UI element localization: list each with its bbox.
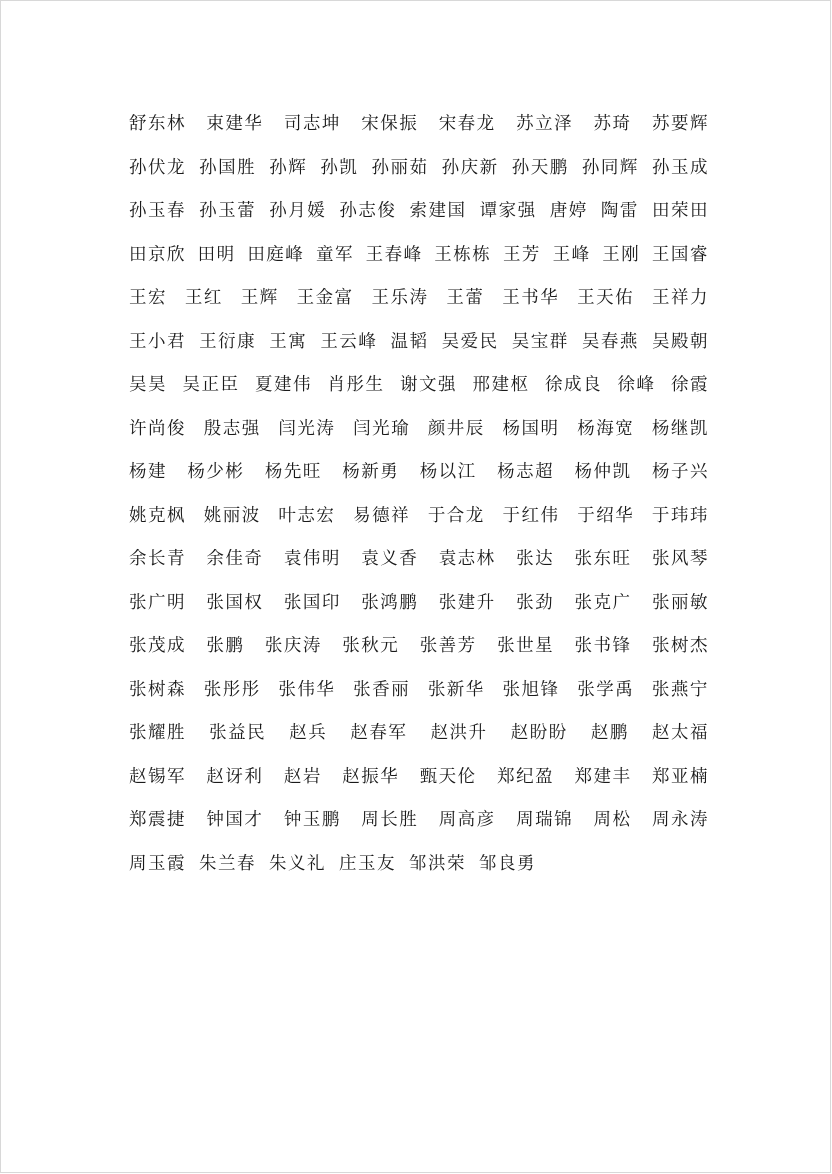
person-name: 张克广 — [574, 592, 632, 613]
person-name: 田京欣 — [129, 244, 186, 265]
person-name: 杨建 — [129, 462, 167, 482]
person-name: 张劲 — [516, 592, 555, 613]
name-row — [129, 151, 709, 195]
person-name: 王峰 — [552, 244, 591, 265]
person-name: 许尚俊 — [129, 418, 186, 439]
name-row — [129, 760, 709, 804]
person-name: 孙月媛 — [269, 201, 327, 221]
person-name: 徐霞 — [671, 375, 709, 395]
person-name: 张善芳 — [419, 636, 477, 656]
person-name: 王刚 — [602, 244, 641, 265]
person-name: 谭家强 — [479, 201, 537, 221]
person-name: 钟玉鹏 — [283, 810, 341, 830]
person-name: 孙玉春 — [129, 201, 186, 221]
person-name: 邹良勇 — [479, 853, 536, 874]
person-name: 王云峰 — [320, 331, 378, 352]
person-name: 郑震捷 — [129, 810, 186, 830]
person-name: 闫光涛 — [278, 418, 336, 439]
person-name: 王书华 — [502, 288, 560, 308]
person-name: 闫光瑜 — [353, 418, 411, 439]
person-name: 孙天鹏 — [511, 157, 569, 178]
person-name: 王国睿 — [651, 244, 709, 265]
person-name: 田庭峰 — [247, 244, 305, 265]
person-name: 孙伏龙 — [129, 157, 186, 178]
name-list — [129, 107, 709, 890]
person-name: 张耀胜 — [129, 723, 186, 743]
person-name: 孙玉成 — [652, 157, 709, 178]
person-name: 张风琴 — [651, 549, 709, 569]
person-name: 孙同辉 — [581, 157, 639, 178]
person-name: 张广明 — [129, 592, 186, 613]
person-name: 于红伟 — [502, 505, 560, 526]
name-row — [129, 368, 709, 412]
person-name: 郑亚楠 — [651, 766, 709, 787]
person-name: 张树杰 — [651, 636, 709, 656]
person-name: 温韬 — [390, 331, 429, 352]
person-name: 朱兰春 — [199, 853, 256, 874]
person-name: 王祥力 — [652, 288, 709, 308]
person-name: 叶志宏 — [278, 505, 336, 526]
person-name: 张世星 — [497, 636, 555, 656]
name-row — [129, 847, 709, 891]
person-name: 宋保振 — [361, 114, 419, 134]
person-name: 杨仲凯 — [574, 462, 632, 482]
person-name: 苏琦 — [593, 114, 632, 134]
person-name: 杨海宽 — [577, 418, 635, 439]
person-name: 庄玉友 — [339, 853, 396, 874]
person-name: 张旭锋 — [502, 679, 560, 700]
person-name: 张国权 — [206, 592, 264, 613]
person-name: 于玮玮 — [651, 505, 709, 526]
name-row — [129, 673, 709, 717]
person-name: 王红 — [184, 288, 223, 308]
person-name: 吴爱民 — [441, 331, 499, 352]
person-name: 郑纪盈 — [497, 766, 555, 787]
person-name: 周松 — [593, 810, 632, 830]
person-name: 赵兵 — [289, 723, 328, 743]
person-name: 邹洪荣 — [409, 853, 466, 874]
person-name: 徐峰 — [617, 375, 656, 395]
person-name: 朱义礼 — [269, 853, 326, 874]
person-name: 杨以江 — [419, 462, 477, 482]
person-name: 陶雷 — [600, 201, 639, 221]
person-name: 赵鹏 — [590, 723, 629, 743]
person-name: 殷志强 — [203, 418, 261, 439]
person-name: 张彤彤 — [203, 679, 261, 700]
person-name: 孙志俊 — [339, 201, 397, 221]
person-name: 甄天伦 — [419, 766, 477, 787]
person-name: 张益民 — [209, 723, 267, 743]
person-name: 宋春龙 — [438, 114, 496, 134]
person-name: 吴昊 — [129, 375, 167, 395]
person-name: 孙玉蕾 — [199, 201, 257, 221]
name-row — [129, 238, 709, 282]
person-name: 姚丽波 — [203, 505, 261, 526]
name-row — [129, 412, 709, 456]
person-name: 赵太福 — [651, 723, 709, 743]
person-name: 赵讶利 — [206, 766, 264, 787]
person-name: 孙丽茹 — [371, 157, 429, 178]
person-name: 王宏 — [129, 288, 167, 308]
person-name: 郑建丰 — [574, 766, 632, 787]
person-name: 王寓 — [269, 331, 308, 352]
person-name: 张鸿鹏 — [361, 592, 419, 613]
person-name: 唐婷 — [549, 201, 588, 221]
person-name: 王栋栋 — [434, 244, 492, 265]
person-name: 邢建枢 — [472, 375, 530, 395]
person-name: 张达 — [516, 549, 555, 569]
person-name: 王金富 — [296, 288, 354, 308]
person-name: 张伟华 — [278, 679, 336, 700]
name-row — [129, 803, 709, 847]
person-name: 张燕宁 — [651, 679, 709, 700]
person-name: 孙国胜 — [199, 157, 257, 178]
person-name: 周永涛 — [651, 810, 709, 830]
person-name: 束建华 — [206, 114, 264, 134]
person-name: 余佳奇 — [206, 549, 264, 569]
person-name: 王衍康 — [199, 331, 257, 352]
person-name: 张建升 — [438, 592, 496, 613]
person-name: 田明 — [197, 244, 236, 265]
person-name: 张学禹 — [577, 679, 635, 700]
person-name: 孙辉 — [269, 157, 308, 178]
person-name: 张树森 — [129, 679, 186, 700]
person-name: 王小君 — [129, 331, 186, 352]
person-name: 于合龙 — [427, 505, 485, 526]
person-name: 杨新勇 — [342, 462, 400, 482]
name-row — [129, 629, 709, 673]
name-row — [129, 107, 709, 151]
person-name: 张书锋 — [574, 636, 632, 656]
person-name: 孙凯 — [320, 157, 359, 178]
person-name: 徐成良 — [545, 375, 602, 395]
person-name: 袁义香 — [361, 549, 419, 569]
name-row — [129, 455, 709, 499]
person-name: 于绍华 — [577, 505, 635, 526]
person-name: 周长胜 — [361, 810, 419, 830]
person-name: 苏要辉 — [651, 114, 709, 134]
person-name: 钟国才 — [206, 810, 264, 830]
person-name: 姚克枫 — [129, 505, 186, 526]
person-name: 吴正臣 — [182, 375, 240, 395]
person-name: 王春峰 — [365, 244, 423, 265]
person-name: 袁伟明 — [283, 549, 341, 569]
person-name: 赵春军 — [350, 723, 408, 743]
name-row — [129, 194, 709, 238]
person-name: 吴殿朝 — [652, 331, 709, 352]
person-name: 杨志超 — [497, 462, 555, 482]
person-name: 肖彤生 — [327, 375, 385, 395]
name-row — [129, 281, 709, 325]
person-name: 袁志林 — [438, 549, 496, 569]
person-name: 周玉霞 — [129, 853, 186, 874]
person-name: 赵盼盼 — [510, 723, 568, 743]
name-row — [129, 586, 709, 630]
person-name: 童军 — [315, 244, 354, 265]
person-name: 赵岩 — [283, 766, 322, 787]
person-name: 田荣田 — [652, 201, 709, 221]
person-name: 周高彦 — [438, 810, 496, 830]
person-name: 杨先旺 — [264, 462, 322, 482]
person-name: 杨子兴 — [651, 462, 709, 482]
person-name: 王芳 — [502, 244, 541, 265]
person-name: 司志坤 — [283, 114, 341, 134]
person-name: 周瑞锦 — [516, 810, 574, 830]
name-row — [129, 325, 709, 369]
person-name: 王乐涛 — [371, 288, 429, 308]
person-name: 赵振华 — [342, 766, 400, 787]
person-name: 颜井辰 — [427, 418, 485, 439]
person-name: 杨国明 — [502, 418, 560, 439]
person-name: 张东旺 — [574, 549, 632, 569]
person-name: 王蕾 — [446, 288, 485, 308]
name-row — [129, 716, 709, 760]
person-name: 张秋元 — [342, 636, 400, 656]
person-name: 王辉 — [240, 288, 279, 308]
person-name: 孙庆新 — [441, 157, 499, 178]
person-name: 余长青 — [129, 549, 186, 569]
person-name: 夏建伟 — [255, 375, 312, 395]
person-name: 赵洪升 — [430, 723, 488, 743]
person-name: 张香丽 — [353, 679, 411, 700]
person-name: 易德祥 — [353, 505, 411, 526]
person-name: 索建国 — [409, 201, 467, 221]
person-name: 杨继凯 — [651, 418, 709, 439]
person-name: 张鹏 — [206, 636, 245, 656]
name-row — [129, 542, 709, 586]
person-name: 张新华 — [427, 679, 485, 700]
person-name: 杨少彬 — [187, 462, 245, 482]
person-name: 吴宝群 — [511, 331, 569, 352]
person-name: 张丽敏 — [651, 592, 709, 613]
person-name: 张茂成 — [129, 636, 186, 656]
person-name: 吴春燕 — [581, 331, 639, 352]
person-name: 舒东林 — [129, 114, 186, 134]
person-name: 王天佑 — [577, 288, 635, 308]
person-name: 苏立泽 — [516, 114, 574, 134]
person-name: 赵锡军 — [129, 766, 186, 787]
person-name: 谢文强 — [400, 375, 457, 395]
person-name: 张国印 — [283, 592, 341, 613]
person-name: 张庆涛 — [264, 636, 322, 656]
name-row — [129, 499, 709, 543]
